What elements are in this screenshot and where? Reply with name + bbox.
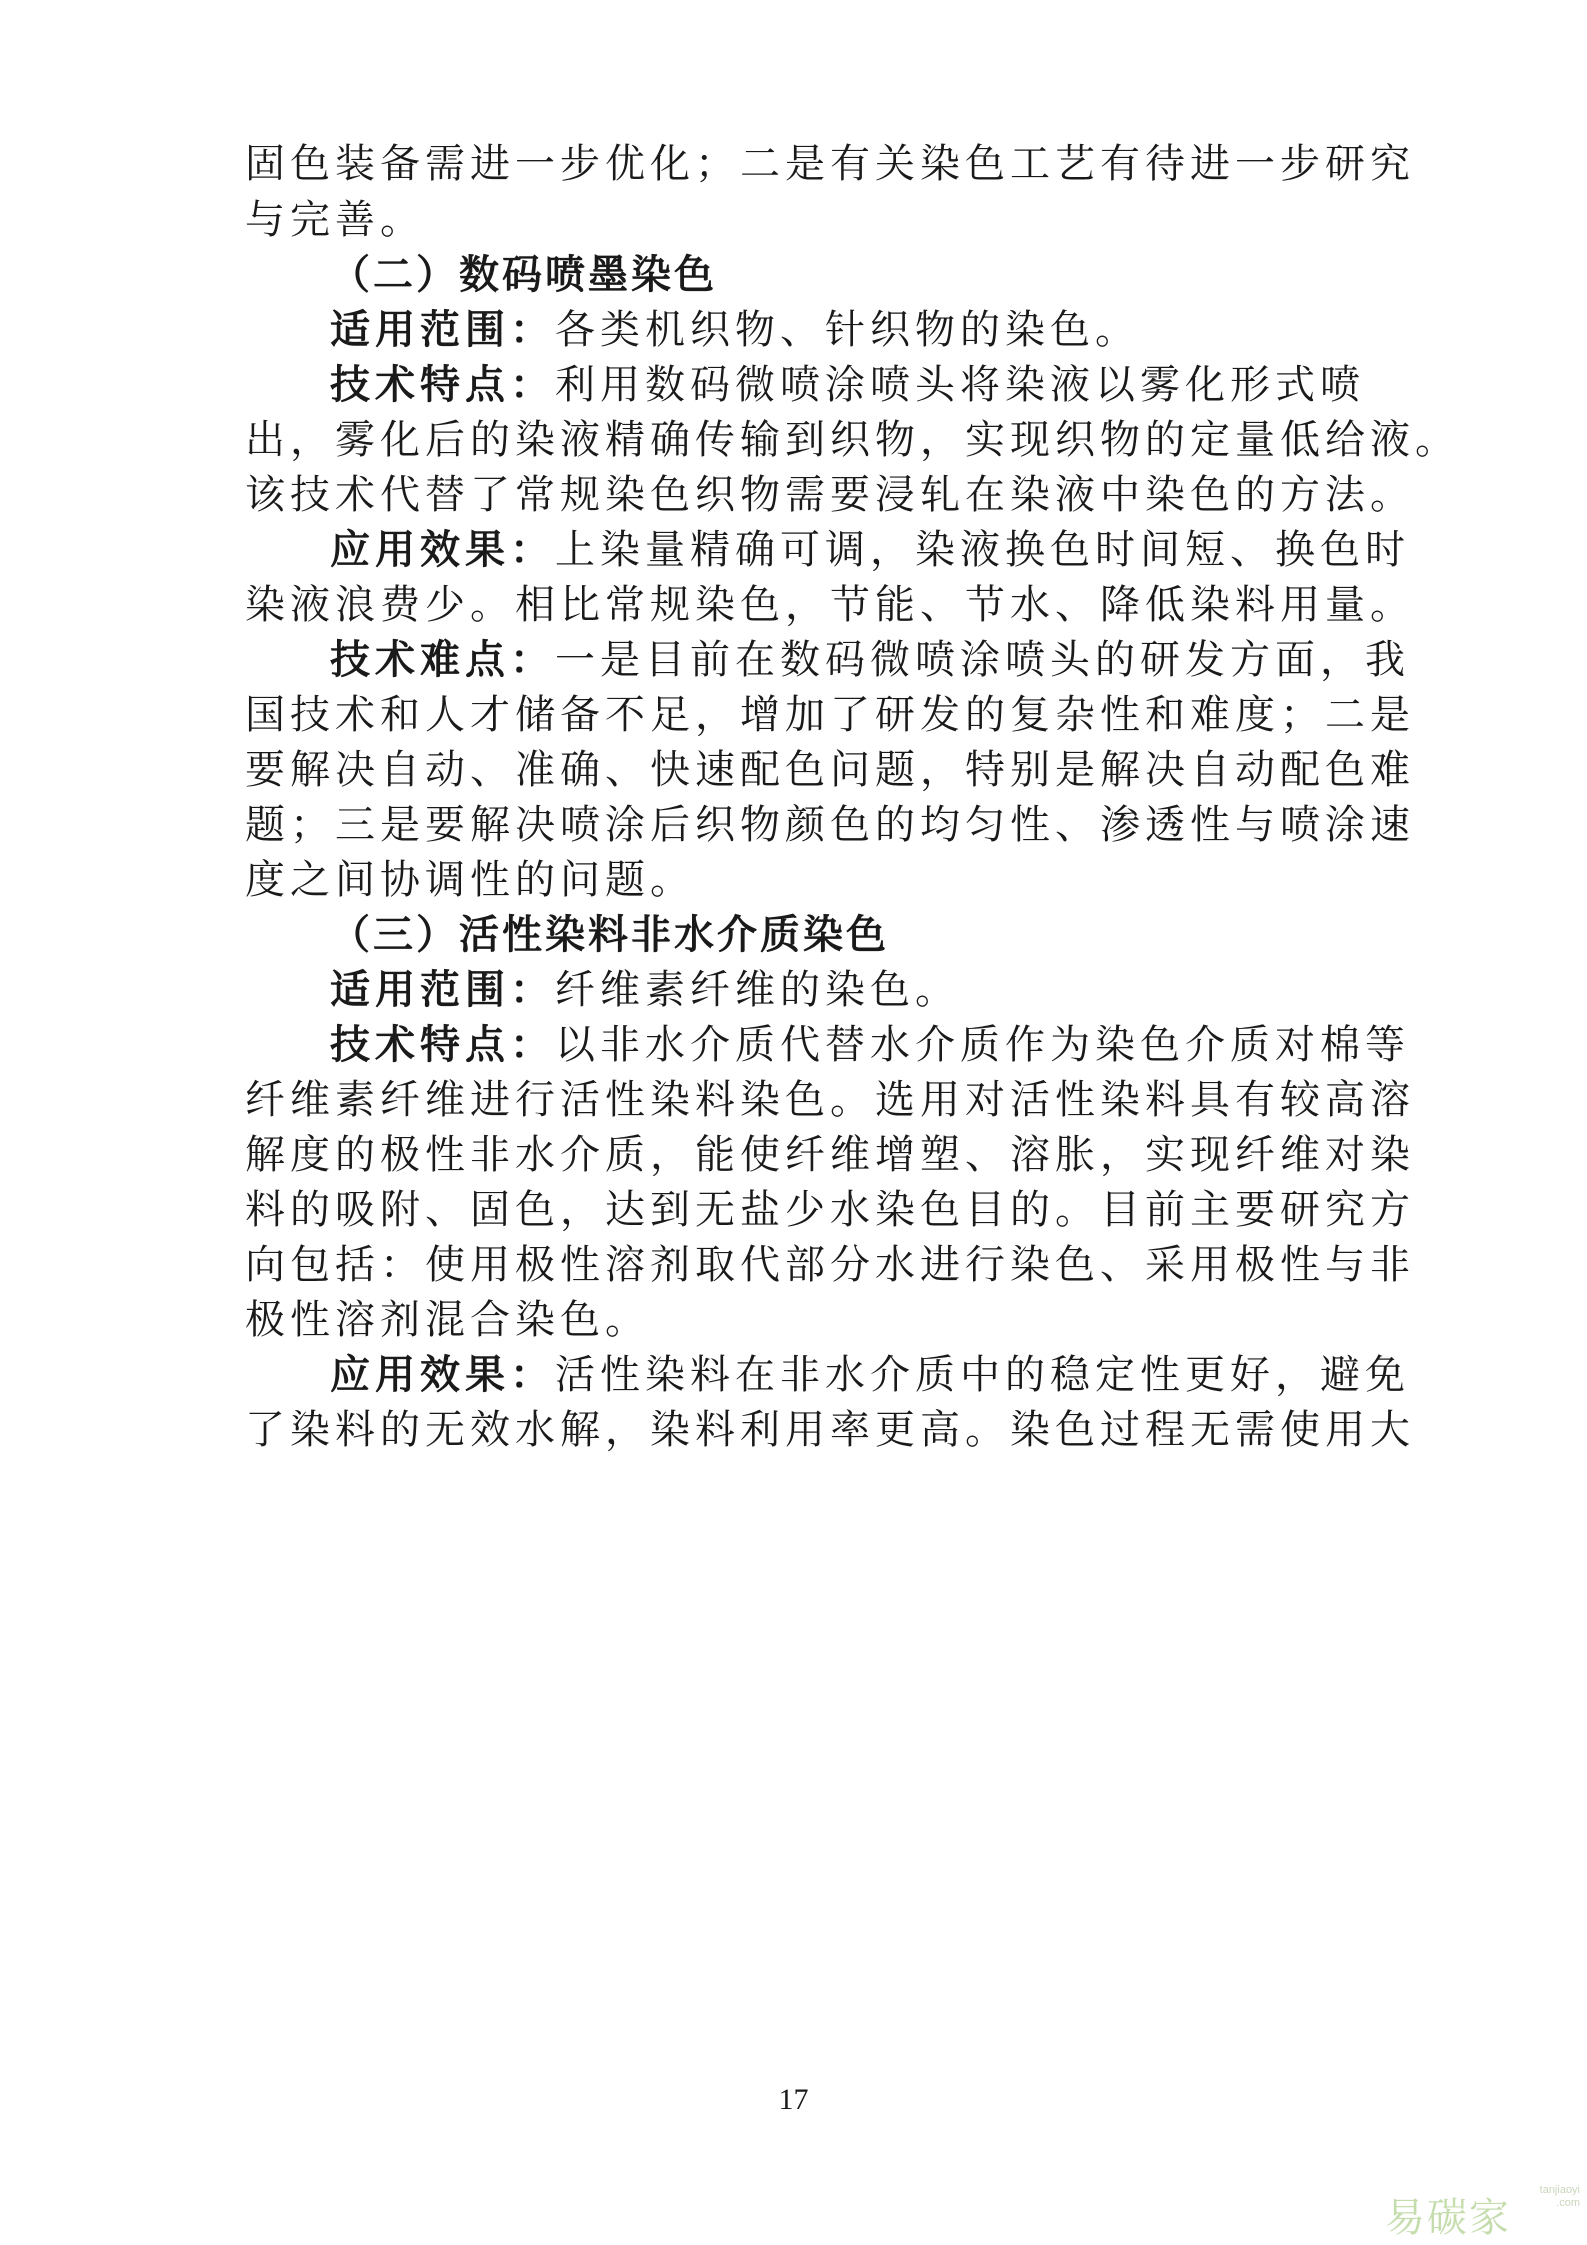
field-value: 各类机织物、针织物的染色。 [555,307,1140,353]
section-heading-3 [330,905,889,965]
page-number: 17 [778,2083,809,2116]
field-value: 利用数码微喷涂喷头将染液以雾化形式喷 [555,362,1365,408]
field-label: 技术特点： [330,1021,555,1068]
text-line: 向包括：使用极性溶剂取代部分水进行染色、采用极性与非 [245,1242,1415,1288]
field-label: 适用范围： [330,966,555,1013]
section-number: （二） [330,251,459,298]
field-label: 技术特点： [330,361,555,408]
field-value: 上染量精确可调，染液换色时间短、换色时 [555,527,1410,573]
text-line: 国技术和人才储备不足，增加了研发的复杂性和难度；二是 [245,692,1415,738]
paragraph-scope [330,960,1430,1020]
text-line: 该技术代替了常规染色织物需要浸轧在染液中染色的方法。 [245,472,1415,518]
paragraph-difficulty [330,630,1430,690]
text-line: 出，雾化后的染液精确传输到织物，实现织物的定量低给液。 [245,417,1460,463]
field-value: 以非水介质代替水介质作为染色介质对棉等 [555,1022,1410,1068]
field-label: 应用效果： [330,1351,555,1398]
paragraph-scope [330,300,1430,360]
text-line: 与完善。 [245,197,425,243]
text-line: 题；三是要解决喷涂后织物颜色的均匀性、渗透性与喷涂速 [245,802,1415,848]
section-title: 活性染料非水介质染色 [459,911,889,958]
paragraph-features [330,1015,1430,1075]
paragraph-features [330,355,1430,415]
text-line: 染液浪费少。相比常规染色，节能、节水、降低染料用量。 [245,582,1415,628]
watermark-domain-line1: tanjiaoyi [1539,2184,1580,2196]
field-value: 活性染料在非水介质中的稳定性更好，避免 [555,1352,1410,1398]
watermark-domain-line2: .com [1556,2197,1580,2209]
field-label: 适用范围： [330,306,555,353]
section-heading-2 [330,245,717,305]
text-line: 了染料的无效水解，染料利用率更高。染色过程无需使用大 [245,1407,1415,1453]
paragraph-effect [330,1345,1430,1405]
section-title: 数码喷墨染色 [459,251,717,298]
watermark-logo-text: 易碳家 [1385,2195,1511,2241]
field-value: 纤维素纤维的染色。 [555,967,960,1013]
text-line: 极性溶剂混合染色。 [245,1297,650,1343]
field-label: 技术难点： [330,636,555,683]
field-label: 应用效果： [330,526,555,573]
watermark-domain [1540,2184,1580,2210]
site-watermark [1385,2180,1580,2240]
text-line: 固色装备需进一步优化；二是有关染色工艺有待进一步研究 [245,141,1415,187]
field-value: 一是目前在数码微喷涂喷头的研发方面，我 [555,637,1410,683]
section-number: （三） [330,911,459,958]
text-line: 要解决自动、准确、快速配色问题，特别是解决自动配色难 [245,747,1415,793]
text-line: 度之间协调性的问题。 [245,857,695,903]
text-line: 纤维素纤维进行活性染料染色。选用对活性染料具有较高溶 [245,1077,1415,1123]
paragraph-effect [330,520,1430,580]
text-line: 料的吸附、固色，达到无盐少水染色目的。目前主要研究方 [245,1187,1415,1233]
text-line: 解度的极性非水介质，能使纤维增塑、溶胀，实现纤维对染 [245,1132,1415,1178]
